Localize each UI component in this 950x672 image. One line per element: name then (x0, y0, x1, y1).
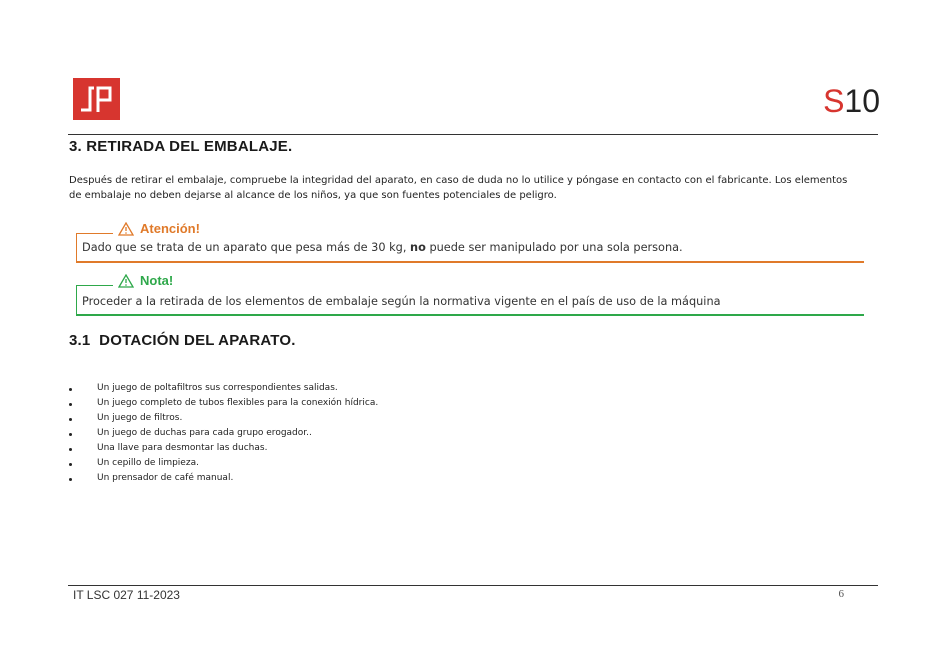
warning-triangle-icon (118, 222, 134, 236)
list-item: Un juego de filtros. (69, 411, 378, 426)
warning-title-text: Atención! (140, 221, 200, 236)
section-title: 3. RETIRADA DEL EMBALAJE. (69, 138, 293, 155)
list-item: Un cepillo de limpieza. (69, 456, 378, 471)
warning-text-start: Dado que se trata de un aparato que pesa más de 30 kg, (82, 241, 407, 254)
note-title-text: Nota! (140, 273, 174, 288)
warning-text-end: puede ser manipulado por una sola persona. (429, 241, 683, 254)
header-divider (68, 134, 878, 135)
supply-list (69, 381, 378, 486)
list-item: Un juego completo de tubos flexibles para la conexión hídrica. (69, 396, 378, 411)
subsection-title: 3.1 DOTACIÓN DEL APARATO. (69, 332, 296, 349)
warning-text (82, 241, 683, 254)
list-item: Un prensador de café manual. (69, 471, 378, 486)
note-underline (76, 314, 864, 316)
model-name (790, 81, 880, 121)
note-title (118, 273, 173, 288)
jp-logo-icon (73, 78, 120, 120)
footer-divider (68, 585, 878, 586)
warning-text-emphasis: no (410, 241, 426, 254)
warning-triangle-icon (118, 274, 134, 288)
list-item: Un juego de poltafiltros sus correspondientes salidas. (69, 381, 378, 396)
section-body: Después de retirar el embalaje, compruebe la integridad del aparato, en caso de duda no lo utilice y póngase en contacto con el fabricante. Los elementos de embalaje no deben dejarse al alcance de los niños, ya que son fuentes potenciales de peligro. (69, 175, 848, 201)
warning-underline (76, 261, 864, 263)
warning-title (118, 221, 200, 236)
model-number: 10 (844, 83, 880, 119)
list-item: Un juego de duchas para cada grupo erogador.. (69, 426, 378, 441)
page-number: 6 (838, 588, 844, 600)
list-item: Una llave para desmontar las duchas. (69, 441, 378, 456)
note-text: Proceder a la retirada de los elementos de embalaje según la normativa vigente en el país de uso de la máquina (82, 295, 721, 308)
model-prefix: S (823, 83, 845, 119)
document-code: IT LSC 027 11-2023 (73, 588, 180, 602)
brand-logo (73, 78, 120, 120)
